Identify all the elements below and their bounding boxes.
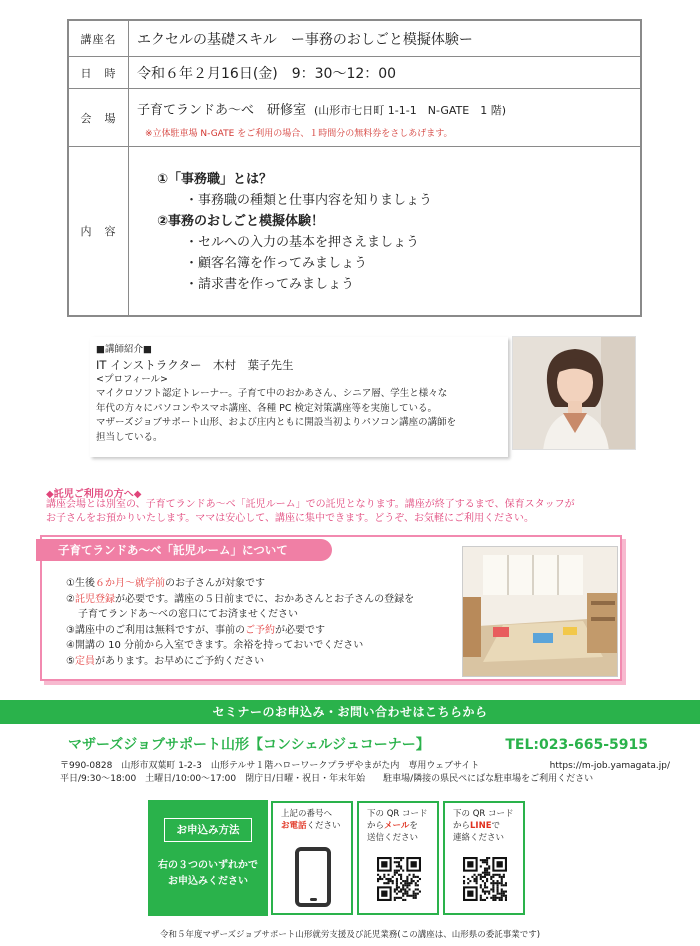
venue-row [69, 89, 640, 147]
childcare-condition [66, 592, 414, 608]
venue-address: (山形市七日町 1-1-1 N-GATE 1 階) [314, 104, 506, 117]
course-info-table [67, 19, 642, 317]
condition-text: ①生後 [66, 578, 95, 589]
content-heading: ②事務のおしごと模擬体験！ [157, 214, 325, 229]
condition-text: が必要です [274, 624, 325, 636]
mail-qr-code-icon[interactable] [377, 857, 421, 901]
phone-card-emphasis: お電話 [281, 821, 307, 831]
childcare-banner: 子育てランドあ～べ「託児ルーム」について [36, 539, 332, 561]
childcare-text-line: お子さんをお預かりいたします。ママは安心して、講座に集中できます。どうぞ、お気軽にご利用ください。 [46, 513, 534, 524]
footer-note: 令和５年度マザーズジョブサポート山形就労支援及び託児業務(この講座は、山形県の委託事業です) [159, 930, 541, 940]
profile-line: 年代の方々にパソコンやスマホ講座、各種 PC 検定対策講座等を実施している。 [96, 402, 438, 414]
apply-by-phone-card[interactable] [271, 801, 353, 915]
childcare-conditions-list [66, 576, 414, 669]
content-item: ・請求書を作ってみましょう [185, 277, 355, 292]
line-card-line: 連絡ください [453, 833, 505, 843]
childcare-room-photo [462, 546, 618, 677]
instructor-profile [90, 337, 508, 457]
condition-text: ⑤ [66, 655, 75, 667]
content-label: 内 容 [69, 147, 129, 315]
condition-emphasis: 定員 [74, 655, 95, 667]
childcare-condition [66, 576, 414, 592]
content-item: ・事務職の種類と仕事内容を知りましょう [185, 193, 433, 208]
phone-card-line: 上記の番号へ [281, 809, 333, 819]
content-list [137, 147, 640, 295]
instructor-heading: ■講師紹介■ [96, 344, 152, 355]
phone-card-text: ください [306, 821, 341, 831]
condition-text: ④開講の 10 分前から入室できます。余裕を持っておいでください [66, 640, 364, 651]
condition-text: ② [66, 593, 75, 605]
office-hours: 平日/9:30～18:00 土曜日/10:00～17:00 閉庁日/日曜・祝日・年末年始 駐車場/隣接の県民ぺにばな駐車場をご利用ください [60, 774, 594, 784]
mail-card-emphasis: メール [384, 821, 410, 831]
mail-card-line: 下の QR コード [367, 809, 428, 819]
childcare-title: ◆託児ご利用の方へ◆ [46, 489, 142, 500]
instructor-photo [512, 336, 636, 450]
content-item: ・顧客名簿を作ってみましょう [185, 256, 368, 271]
condition-text: ③講座中のご利用は無料ですが、事前の [66, 624, 245, 636]
venue-name: 子育てランドあ～べ 研修室 [137, 103, 307, 118]
childcare-condition [66, 654, 414, 670]
childcare-text-line: 講座会場とは別室の、子育てランドあ～べ「託児ルーム」での託児となります。講座が終了するまで、保育スタッフが [46, 499, 575, 510]
course-row [69, 21, 640, 57]
organization-name: マザーズジョブサポート山形【コンシェルジュコーナー】 [68, 737, 430, 753]
content-item: ・セルへの入力の基本を押さえましょう [185, 235, 420, 250]
condition-text: 子育てランドあ～べの窓口にてお済ませください [78, 609, 298, 620]
condition-text: のお子さんが対象です [164, 578, 265, 589]
smartphone-icon [295, 847, 331, 907]
condition-text: が必要です。講座の５日前までに、おかあさんとお子さんの登録を [114, 593, 415, 605]
apply-method-label: お申込み方法 [164, 818, 252, 842]
childcare-description [46, 498, 646, 526]
contact-banner: セミナーのお申込み・お問い合わせはこちらから [0, 700, 700, 724]
venue-label: 会 場 [69, 89, 129, 146]
date-value: 令和６年２月16日(金) 9：30～12：00 [137, 65, 397, 82]
date-row [69, 57, 640, 89]
profile-line: マザーズジョブサポート山形、および庄内ともに開設当初よりパソコン講座の講師を [96, 417, 457, 428]
line-card-line: 下の QR コード [453, 809, 514, 819]
instructor-name: IT インストラクター 木村 葉子先生 [96, 357, 294, 372]
line-card-text: で [491, 821, 501, 831]
phone-number[interactable]: TEL:023-665-5915 [505, 737, 648, 753]
content-row [69, 147, 640, 315]
profile-label: <プロフィール> [96, 373, 168, 385]
content-heading: ①「事務職」とは？ [157, 172, 273, 187]
organization-line [68, 734, 648, 754]
course-label: 講座名 [69, 21, 129, 56]
apply-instruction-line: 右の３つのいずれかで [158, 860, 258, 871]
course-title: エクセルの基礎スキル ー事務のおしごと模擬体験ー [137, 31, 473, 48]
childcare-condition [66, 623, 414, 639]
website-link[interactable]: https://m-job.yamagata.jp/ [549, 761, 670, 771]
address-text: 〒990-0828 山形市双葉町 1-2-3 山形テルサ１階ハローワークプラザやまがた内 専用ウェブサイト [60, 761, 480, 771]
apply-instruction-line: お申込みください [168, 876, 248, 887]
apply-by-mail-card[interactable] [357, 801, 439, 915]
line-qr-code-icon[interactable] [463, 857, 507, 901]
mail-card-text: から [367, 821, 385, 831]
line-card-emphasis: LINE [470, 821, 492, 831]
condition-emphasis: 託児登録 [74, 593, 115, 605]
date-label: 日 時 [69, 57, 129, 88]
profile-line: マイクロソフト認定トレーナー。子育て中のおかあさん、シニア層、学生と様々な [96, 388, 448, 399]
mail-card-line: 送信ください [367, 833, 419, 843]
condition-emphasis: ご予約 [244, 624, 275, 636]
condition-text: があります。お早めにご予約ください [94, 655, 265, 667]
line-card-text: から [453, 821, 471, 831]
profile-line: 担当している。 [96, 431, 163, 443]
mail-card-text: を [409, 821, 418, 831]
apply-method-panel [148, 800, 268, 916]
address-block [60, 760, 670, 786]
condition-emphasis: ６か月～就学前 [94, 578, 165, 589]
childcare-condition [66, 638, 414, 654]
childcare-condition [66, 607, 414, 623]
parking-note: ※立体駐車場 N-GATE をご利用の場合、１時間分の無料券をさしあげます。 [145, 129, 453, 139]
apply-by-line-card[interactable] [443, 801, 525, 915]
